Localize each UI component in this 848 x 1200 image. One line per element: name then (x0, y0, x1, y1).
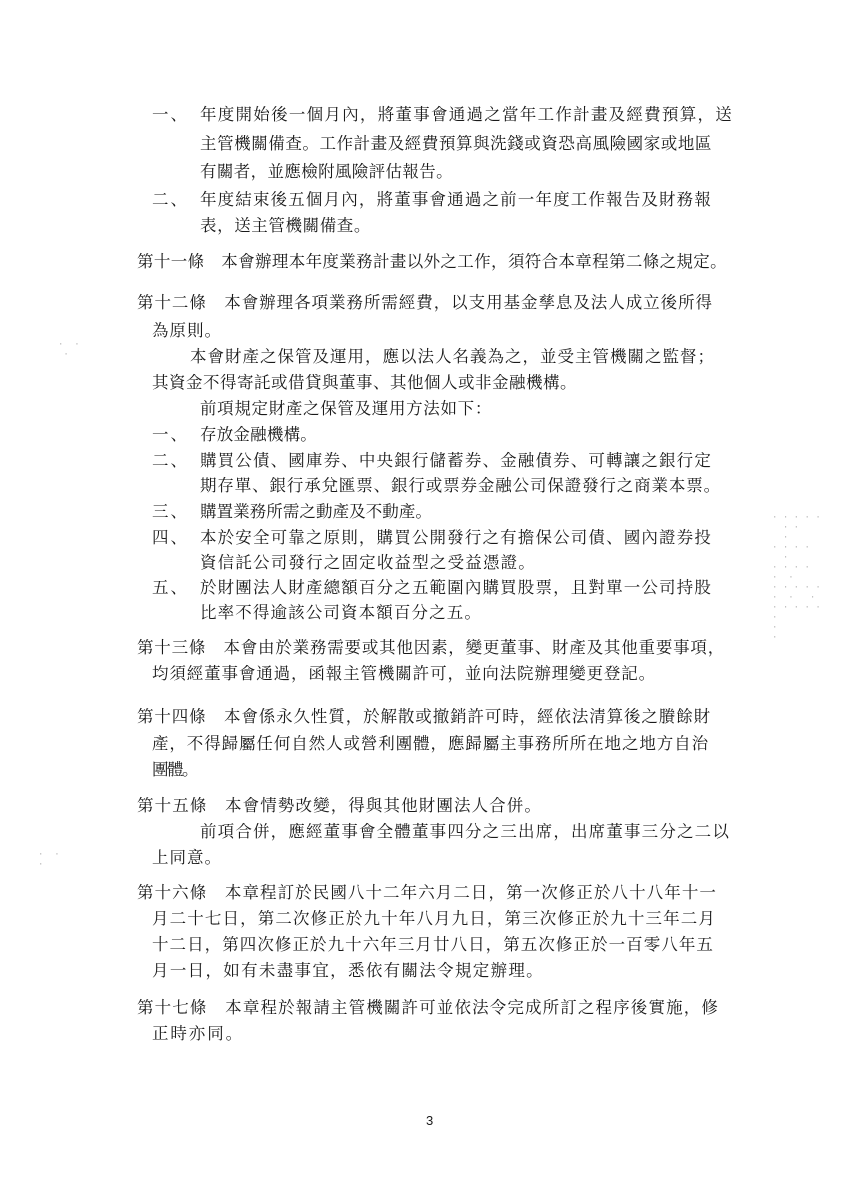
article-15: 第十五條 本會情勢改變，得與其他財團法人合併。 (137, 796, 542, 815)
article-16: 第十六條 本章程訂於民國八十二年六月二日，第一次修正於八十八年十一 (137, 883, 717, 902)
scan-artifact: · · · (38, 850, 60, 870)
page-number: 3 (426, 1113, 434, 1128)
paragraph-line: 本會財產之保管及運用，應以法人名義為之，並受主管機關之監督； (190, 347, 715, 366)
paragraph-line: 年度開始後一個月內，將董事會通過之當年工作計畫及經費預算，送 (200, 105, 733, 124)
list-item-number: 一、 (152, 105, 189, 124)
list-item-number: 二、 (152, 451, 189, 470)
paragraph-line: 年度結束後五個月內，將董事會通過之前一年度工作報告及財務報 (200, 190, 712, 209)
paragraph-line: 期存單、銀行承兌匯票、銀行或票券金融公司保證發行之商業本票。 (200, 476, 721, 495)
paragraph-line: 均須經董事會通過，函報主管機關許可，並向法院辦理變更登記。 (152, 664, 656, 683)
paragraph-line: 上同意。 (152, 848, 222, 867)
article-12: 第十二條 本會辦理各項業務所需經費，以支用基金孳息及法人成立後所得 (137, 293, 713, 312)
paragraph-line: 月一日，如有未盡事宜，悉依有關法令規定辦理。 (152, 961, 544, 980)
paragraph-line: 為原則。 (152, 321, 222, 340)
article-13: 第十三條 本會由於業務需要或其他因素，變更董事、財產及其他重要事項， (137, 638, 725, 657)
paragraph-line: 表，送主管機關備查。 (200, 216, 371, 235)
paragraph-line: 於財團法人財產總額百分之五範圍內購買股票，且對單一公司持股 (200, 578, 712, 597)
paragraph-line: 其資金不得寄託或借貸與董事、其他個人或非金融機構。 (152, 373, 577, 392)
paragraph-line: 比率不得逾該公司資本額百分之五。 (200, 603, 482, 622)
paragraph-line: 資信託公司發行之固定收益型之受益憑證。 (200, 553, 536, 572)
paragraph-line: 前項規定財產之保管及運用方法如下： (200, 399, 492, 418)
paragraph-line: 購買公債、國庫券、中央銀行儲蓄券、金融債券、可轉讓之銀行定 (200, 451, 712, 470)
paragraph-line: 購置業務所需之動產及不動產。 (200, 502, 432, 521)
scan-artifact: · · · · · · · · · · · · · · · · · · · · · · · · · · · · · · · · · · · (772, 513, 821, 643)
paragraph-line: 正時亦同。 (152, 1024, 244, 1043)
article-17: 第十七條 本章程於報請主管機關許可並依法令完成所訂之程序後實施，修 (137, 998, 719, 1017)
paragraph-line: 存放金融機構。 (200, 425, 317, 444)
paragraph-line: 月二十七日，第二次修正於九十年八月九日，第三次修正於九十三年二月 (152, 909, 716, 928)
scan-artifact: · · · (58, 340, 80, 360)
article-14: 第十四條 本會係永久性質，於解散或撤銷許可時，經依法清算後之賸餘財 (137, 707, 711, 726)
list-item-number: 五、 (152, 578, 189, 597)
list-item-number: 三、 (152, 502, 189, 521)
paragraph-line: 十二日，第四次修正於九十六年三月廿八日，第五次修正於一百零八年五 (152, 935, 714, 954)
list-item-number: 二、 (152, 190, 189, 209)
paragraph-line: 主管機關備查。工作計畫及經費預算與洗錢或資恐高風險國家或地區 (200, 134, 712, 153)
list-item-number: 四、 (152, 528, 189, 547)
paragraph-line: 團體。 (152, 760, 197, 779)
paragraph-line: 前項合併，應經董事會全體董事四分之三出席，出席董事三分之二以 (200, 822, 730, 841)
article-11: 第十一條 本會辦理本年度業務計畫以外之工作，須符合本章程第二條之規定。 (137, 252, 727, 271)
paragraph-line: 產，不得歸屬任何自然人或營利團體，應歸屬主事務所所在地之地方自治 (152, 734, 709, 753)
list-item-number: 一、 (152, 425, 189, 444)
paragraph-line: 有關者，並應檢附風險評估報告。 (200, 162, 453, 181)
paragraph-line: 本於安全可靠之原則，購買公開發行之有擔保公司債、國內證券投 (200, 528, 712, 547)
